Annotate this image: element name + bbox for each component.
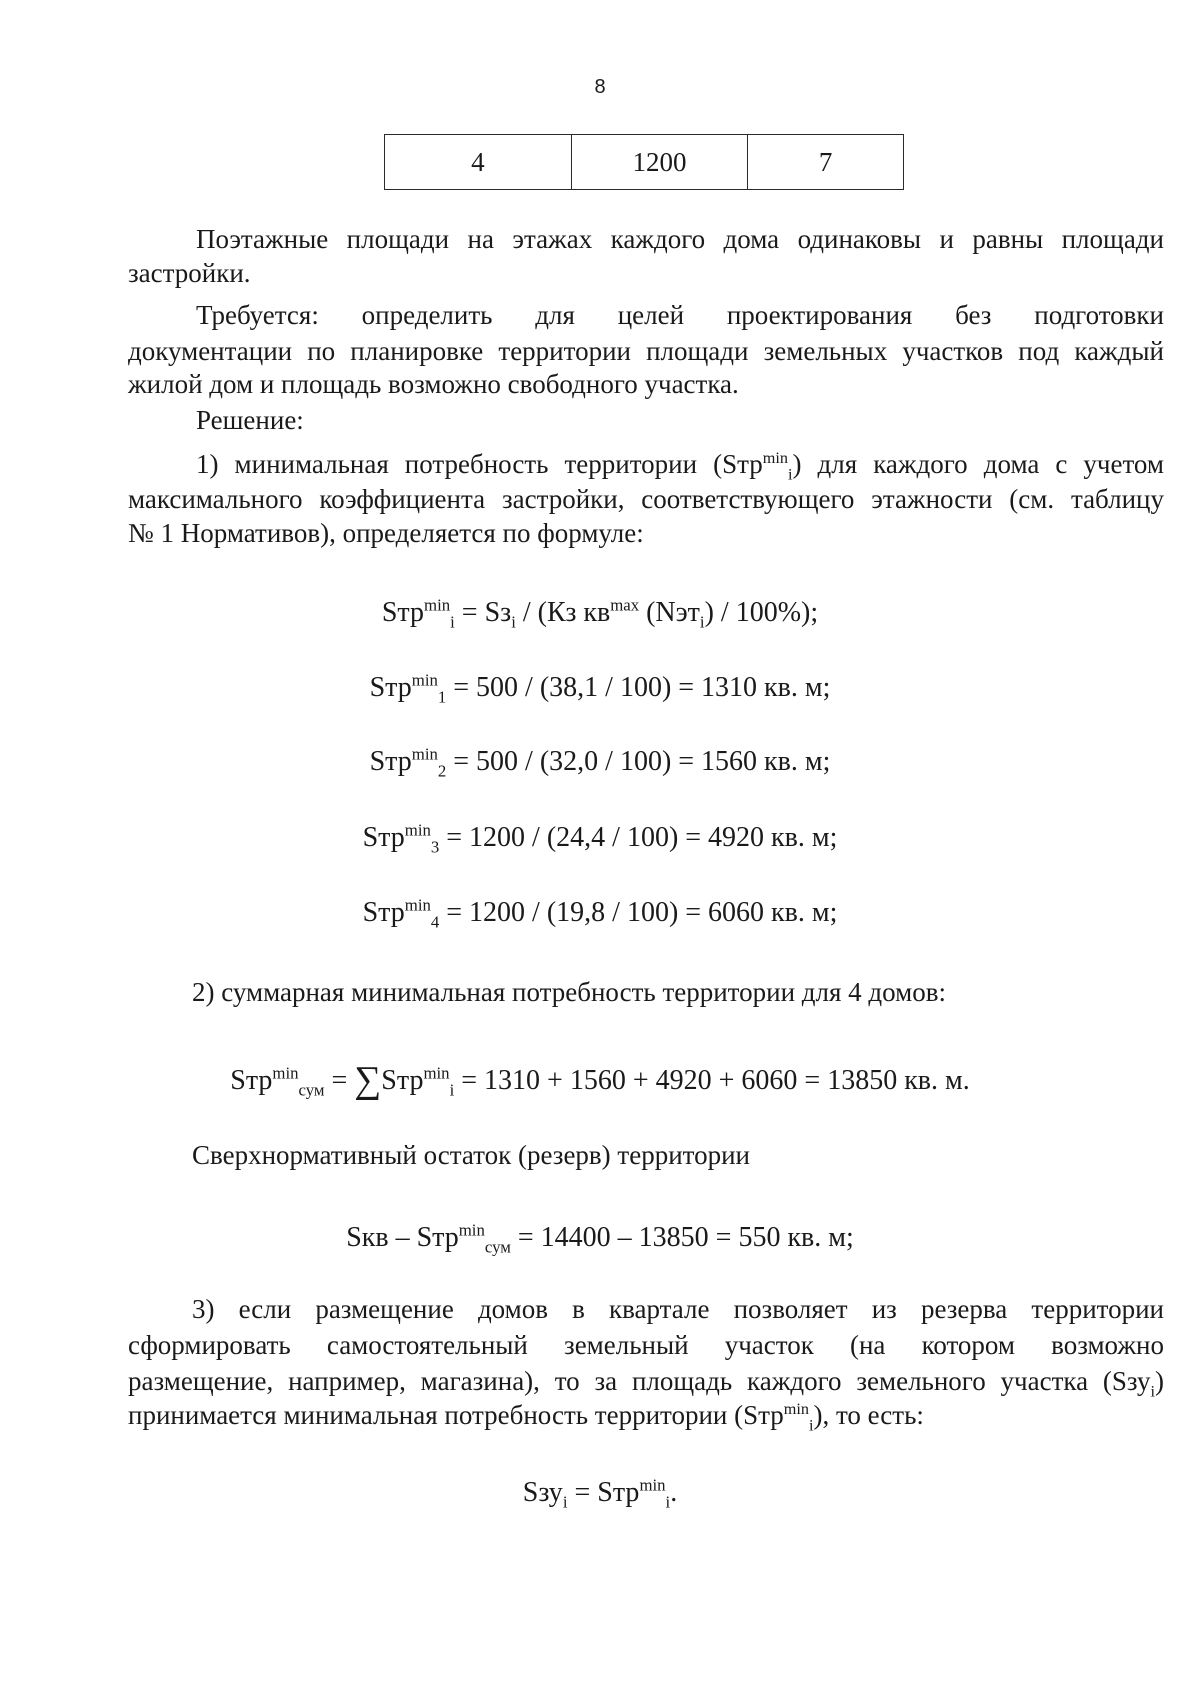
- text-span: (Nэт: [639, 597, 700, 628]
- superscript: min: [272, 1063, 299, 1083]
- subscript: i: [511, 612, 516, 632]
- subscript: сум: [298, 1080, 325, 1100]
- paragraph-line: застройки.: [128, 258, 251, 288]
- paragraph-line: сформировать самостоятельный земельный участок (на котором возможно: [128, 1330, 1164, 1360]
- text-span: = 1200 / (24,4 / 100) = 4920 кв. м;: [439, 822, 838, 853]
- page-number: 8: [594, 76, 606, 98]
- text-span: = 500 / (32,0 / 100) = 1560 кв. м;: [446, 746, 831, 777]
- step3-line3: [128, 1364, 1164, 1401]
- paragraph-line: максимального коэффициента застройки, соответствующего этажности (см. таблицу: [128, 484, 1164, 514]
- calc-row: [0, 820, 1200, 857]
- solution-label: Решение:: [196, 405, 304, 435]
- paragraph-line: Сверхнормативный остаток (резерв) территории: [192, 1140, 750, 1170]
- sum-symbol: ∑: [354, 1059, 382, 1101]
- text-span: 1) минимальная потребность территории (Sтр: [196, 449, 763, 479]
- superscript: min: [404, 895, 431, 915]
- superscript: min: [458, 1220, 485, 1240]
- text-span: Sтр: [381, 597, 425, 628]
- sum-formula: [0, 1058, 1200, 1102]
- subscript: i: [787, 465, 793, 484]
- subscript: 3: [430, 837, 440, 857]
- table-cell: 7: [748, 135, 904, 190]
- text-span: Sтр: [381, 1065, 424, 1096]
- formula-general: [0, 595, 1200, 632]
- table-row: [385, 135, 904, 190]
- text-span: = Sтр: [567, 1477, 640, 1508]
- text-span: ), то есть:: [813, 1400, 924, 1430]
- table-cell: 1200: [571, 135, 747, 190]
- subscript: i: [449, 1080, 455, 1100]
- paragraph-line: Поэтажные площади на этажах каждого дома одинаковы и равны площади: [196, 224, 1164, 254]
- text-span: Sтр: [369, 746, 412, 777]
- text-span: Sкв – Sтр: [346, 1222, 459, 1253]
- superscript: max: [610, 595, 640, 615]
- calc-row: [0, 744, 1200, 781]
- superscript: min: [411, 670, 438, 690]
- paragraph-line: документации по планировке территории площади земельных участков под каждый: [128, 336, 1164, 366]
- subscript: i: [808, 1416, 814, 1435]
- subscript: i: [1150, 1382, 1155, 1401]
- subscript: 1: [437, 687, 447, 707]
- text-span: ) / 100%);: [704, 597, 819, 628]
- subscript: i: [562, 1492, 568, 1512]
- text-span: Sтр: [369, 672, 412, 703]
- subscript: i: [450, 612, 455, 632]
- superscript: min: [762, 449, 788, 467]
- subscript: i: [665, 1492, 671, 1512]
- subscript: сум: [484, 1237, 511, 1257]
- text-span: = 1310 + 1560 + 4920 + 6060 = 13850 кв. м.: [454, 1065, 970, 1096]
- superscript: min: [423, 1063, 450, 1083]
- paragraph-line: 3) если размещение домов в квартале позволяет из резерва территории: [192, 1294, 1164, 1324]
- text-span: размещение, например, магазина), то за площадь каждого земельного участка (Sзу: [128, 1366, 1151, 1396]
- paragraph-line: № 1 Нормативов), определяется по формуле:: [128, 518, 644, 548]
- text-span: Sтр: [362, 897, 405, 928]
- data-table: [384, 134, 904, 190]
- reserve-formula: [0, 1220, 1200, 1257]
- text-span: принимается минимальная потребность территории (Sтр: [128, 1400, 784, 1430]
- subscript: 2: [437, 761, 447, 781]
- paragraph-line: Требуется: определить для целей проектирования без подготовки: [196, 300, 1164, 330]
- step1-line1: [196, 447, 1165, 484]
- table-cell: 4: [385, 135, 572, 190]
- text-span: ) для каждого дома с учетом: [792, 449, 1165, 479]
- text-span: = 14400 – 13850 = 550 кв. м;: [510, 1222, 854, 1253]
- text-span: Sтр: [362, 822, 405, 853]
- text-span: = Sз: [454, 597, 512, 628]
- subscript: i: [699, 612, 705, 632]
- text-span: .: [670, 1477, 678, 1508]
- paragraph-line: жилой дом и площадь возможно свободного участка.: [128, 369, 739, 399]
- superscript: min: [783, 1400, 809, 1418]
- subscript: 4: [430, 912, 440, 932]
- final-formula: [0, 1475, 1200, 1512]
- superscript: min: [424, 595, 451, 615]
- text-span: = 500 / (38,1 / 100) = 1310 кв. м;: [446, 672, 831, 703]
- step3-line4: [128, 1400, 924, 1435]
- text-span: Sтр: [230, 1065, 273, 1096]
- text-span: =: [324, 1065, 355, 1096]
- paragraph-line: 2) суммарная минимальная потребность территории для 4 домов:: [192, 977, 946, 1007]
- superscript: min: [404, 820, 431, 840]
- text-span: / (Кз кв: [515, 597, 611, 628]
- text-span: Sзу: [522, 1477, 563, 1508]
- superscript: min: [639, 1475, 666, 1495]
- text-span: ): [1155, 1366, 1164, 1396]
- text-span: = 1200 / (19,8 / 100) = 6060 кв. м;: [439, 897, 838, 928]
- calc-row: [0, 670, 1200, 707]
- superscript: min: [411, 744, 438, 764]
- calc-row: [0, 895, 1200, 932]
